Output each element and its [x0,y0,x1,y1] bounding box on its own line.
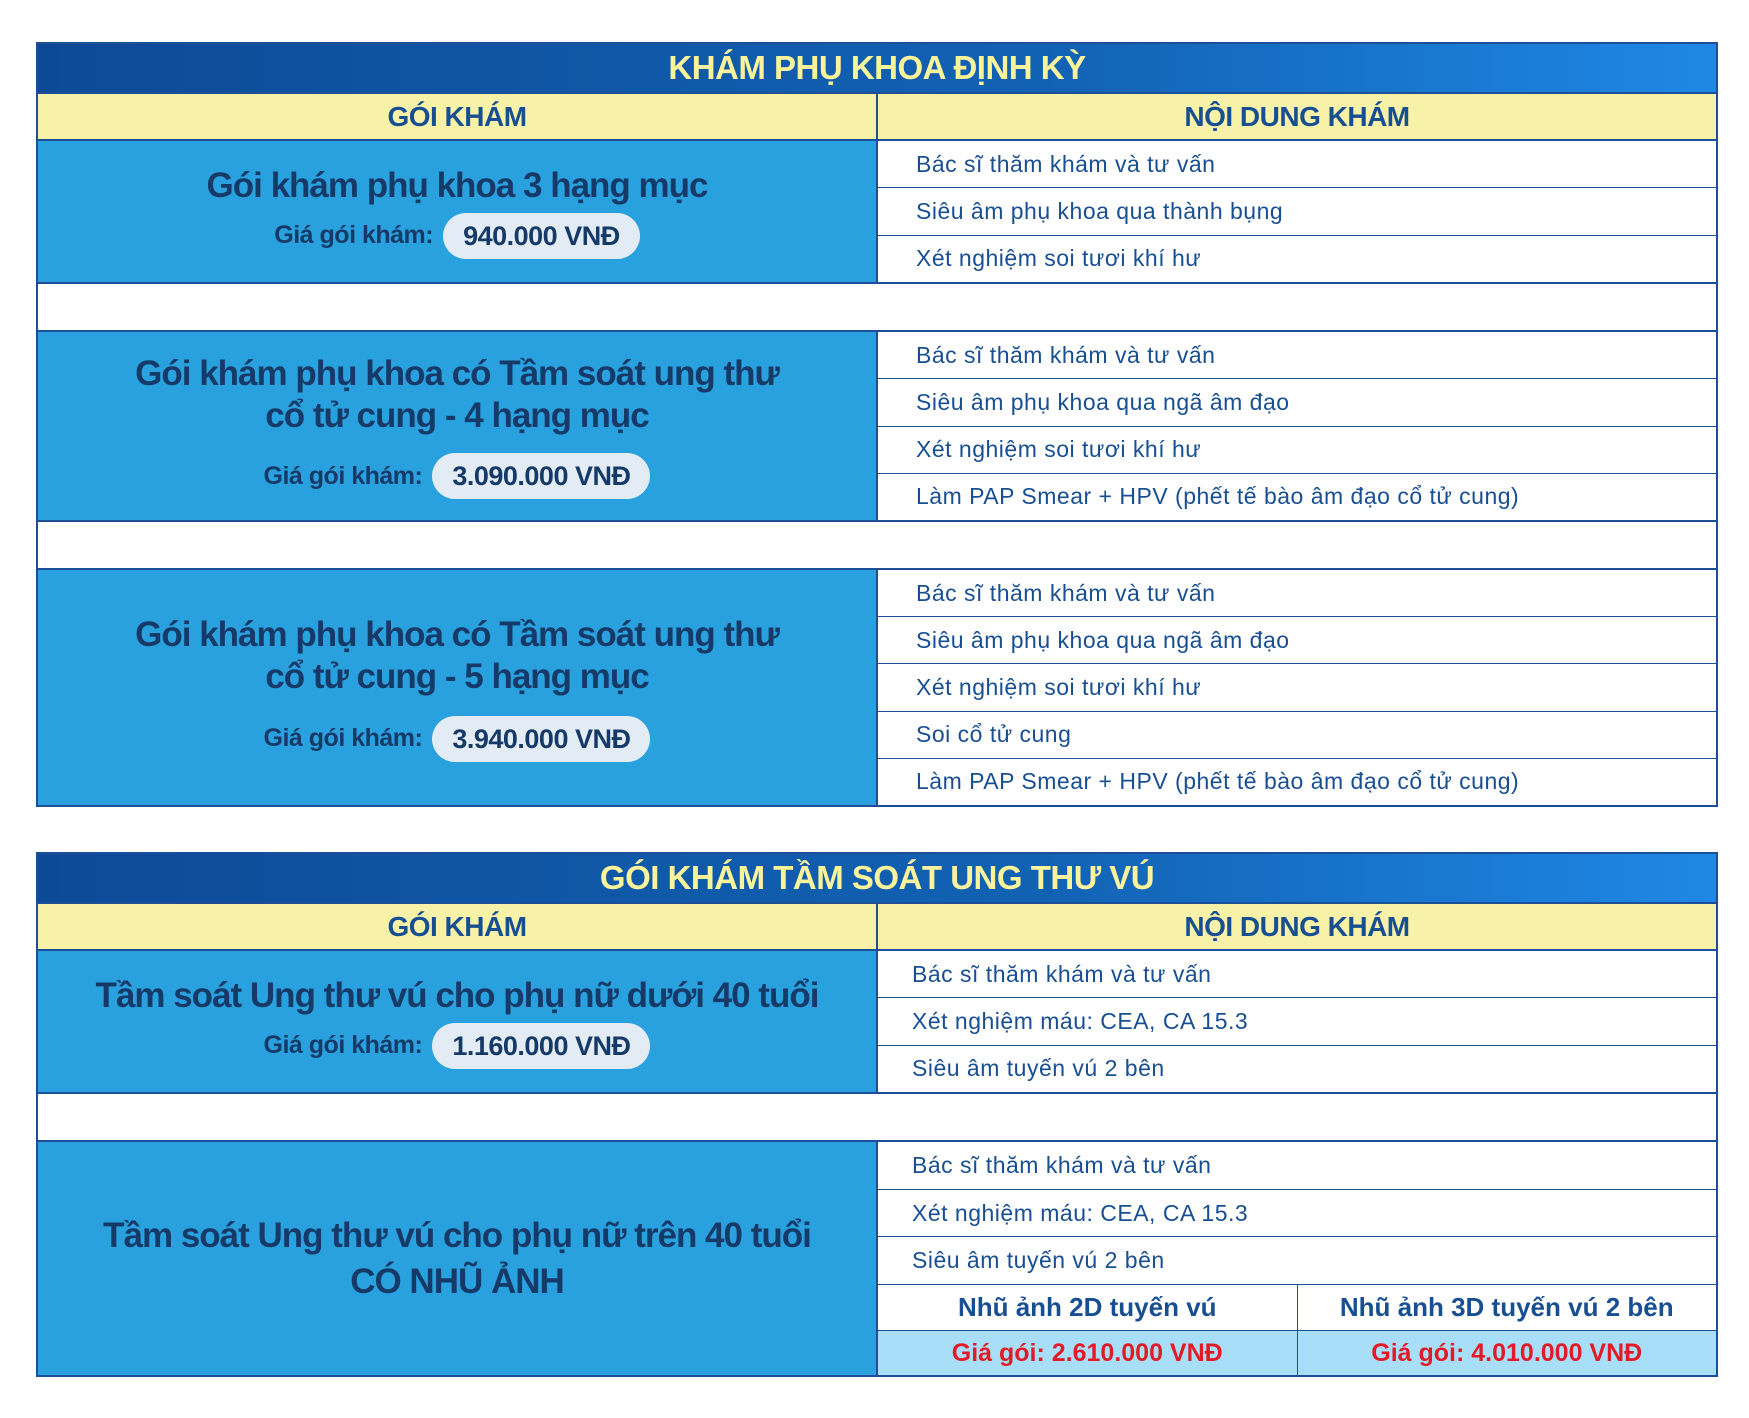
gyn-package-1 [38,141,1716,284]
breast-package-2 [38,1142,1716,1375]
list-item: Siêu âm phụ khoa qua thành bụng [878,188,1716,235]
gyn-package-3-items [878,570,1716,805]
gyn-package-2 [38,332,1716,522]
option-price: Giá gói: 2.610.000 VNĐ [878,1331,1297,1375]
list-item: Bác sĩ thăm khám và tư vấn [878,570,1716,617]
breast-package-2-cell [38,1142,878,1375]
package-name: Gói khám phụ khoa 3 hạng mục [206,165,708,205]
spacer-row [38,284,1716,332]
list-item: Xét nghiệm soi tươi khí hư [916,245,1202,272]
gyn-package-2-items [878,332,1716,520]
breast-package-1 [38,951,1716,1094]
package-name [95,353,819,437]
option-name: Nhũ ảnh 3D tuyến vú 2 bên [1298,1285,1717,1331]
breast-col-package: GÓI KHÁM [38,904,878,949]
price-row [274,213,639,259]
gyn-header-row [38,94,1716,141]
breast-package-2-items [878,1142,1716,1375]
gyn-col-content: NỘI DUNG KHÁM [1184,100,1410,132]
package-name-line2: cổ tử cung - 5 hạng mục [265,656,649,696]
list-item: Xét nghiệm máu: CEA, CA 15.3 [878,998,1716,1045]
price-pill: 1.160.000 VNĐ [432,1023,650,1069]
spacer-row [38,522,1716,570]
mammogram-option-3d [1297,1285,1717,1375]
list-item: Làm PAP Smear + HPV (phết tế bào âm đạo cổ tử cung) [916,768,1520,795]
option-price: Giá gói: 4.010.000 VNĐ [1298,1331,1717,1375]
option-name: Nhũ ảnh 2D tuyến vú [878,1285,1297,1331]
price-pill: 3.940.000 VNĐ [432,716,650,762]
price-label: Giá gói khám: [274,221,434,249]
breast-table [36,852,1718,1377]
price-row [264,716,651,762]
price-pill: 3.090.000 VNĐ [432,453,650,499]
package-name: Tầm soát Ung thư vú cho phụ nữ dưới 40 tuổi [95,975,819,1015]
breast-table-title: GÓI KHÁM TẦM SOÁT UNG THƯ VÚ [38,854,1716,904]
mammogram-option-2d [878,1285,1297,1375]
package-name-line1: Tầm soát Ung thư vú cho phụ nữ trên 40 tuổi [103,1215,811,1255]
package-name-line2: cổ tử cung - 4 hạng mục [265,396,649,435]
price-row [264,1023,651,1069]
list-item: Bác sĩ thăm khám và tư vấn [878,332,1716,379]
gyn-package-1-items [878,141,1716,282]
list-item: Xét nghiệm soi tươi khí hư [878,664,1716,711]
package-name-line2: CÓ NHŨ ẢNH [350,1261,564,1301]
list-item: Bác sĩ thăm khám và tư vấn [878,141,1716,188]
list-item: Bác sĩ thăm khám và tư vấn [878,951,1716,998]
list-item: Siêu âm tuyến vú 2 bên [912,1247,1165,1274]
gyn-table-title: KHÁM PHỤ KHOA ĐỊNH KỲ [38,44,1716,94]
breast-col-content: NỘI DUNG KHÁM [1184,910,1410,942]
list-item: Xét nghiệm soi tươi khí hư [878,427,1716,474]
list-item: Siêu âm phụ khoa qua ngã âm đạo [878,617,1716,664]
breast-package-1-cell [38,951,878,1092]
gyn-table [36,42,1718,807]
gyn-package-3 [38,570,1716,805]
list-item: Siêu âm tuyến vú 2 bên [912,1055,1165,1082]
price-label: Giá gói khám: [263,724,423,752]
list-item: Siêu âm phụ khoa qua ngã âm đạo [878,379,1716,426]
list-item: Làm PAP Smear + HPV (phết tế bào âm đạo cổ tử cung) [916,483,1520,510]
list-item: Xét nghiệm máu: CEA, CA 15.3 [878,1190,1716,1238]
price-label: Giá gói khám: [263,461,423,490]
breast-package-1-items [878,951,1716,1092]
package-name-line1: Gói khám phụ khoa có Tầm soát ung thư [135,614,779,654]
breast-header-row [38,904,1716,951]
package-name [83,1215,831,1303]
list-item: Bác sĩ thăm khám và tư vấn [878,1142,1716,1190]
gyn-col-package: GÓI KHÁM [38,94,878,139]
gyn-package-3-cell [38,570,878,805]
breast-package-2-list [878,1142,1716,1284]
price-pill: 940.000 VNĐ [443,213,640,259]
price-label: Giá gói khám: [263,1031,423,1059]
mammogram-options [878,1284,1716,1375]
list-item: Soi cổ tử cung [878,712,1716,759]
gyn-package-2-cell [38,332,878,520]
package-name-line1: Gói khám phụ khoa có Tầm soát ung thư [135,354,779,393]
package-name [95,614,819,698]
price-row [264,453,651,499]
spacer-row [38,1094,1716,1142]
gyn-package-1-cell [38,141,878,282]
